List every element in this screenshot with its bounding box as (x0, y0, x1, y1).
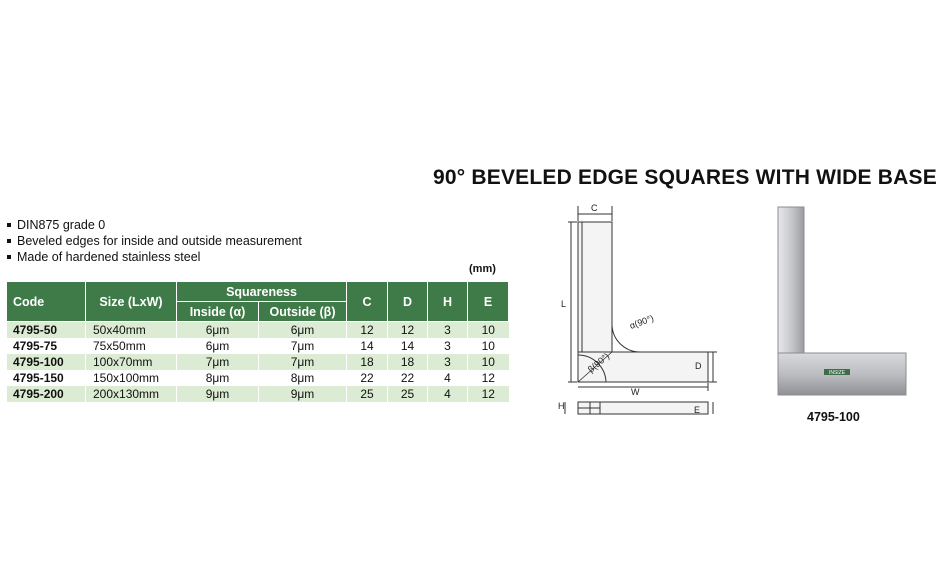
cell-code: 4795-150 (7, 370, 86, 386)
cell-code: 4795-200 (7, 386, 86, 402)
brand-logo-text: INSIZE (828, 370, 846, 376)
table-row (7, 338, 509, 354)
table-row (7, 322, 509, 339)
header-d: D (388, 282, 428, 322)
cell-h: 4 (428, 370, 468, 386)
header-outside: Outside (β) (259, 302, 347, 322)
cell-inside: 8μm (177, 370, 259, 386)
cell-outside: 8μm (259, 370, 347, 386)
cell-outside: 7μm (259, 338, 347, 354)
cell-c: 14 (347, 338, 388, 354)
cell-e: 10 (468, 322, 509, 339)
cell-d: 25 (388, 386, 428, 402)
cell-size: 150x100mm (86, 370, 177, 386)
cell-d: 12 (388, 322, 428, 339)
page-title: 90° BEVELED EDGE SQUARES WITH WIDE BASE (433, 166, 937, 189)
table-row (7, 354, 509, 370)
cell-code: 4795-75 (7, 338, 86, 354)
label-d: D (695, 361, 702, 371)
feature-item: Made of hardened stainless steel (6, 249, 302, 265)
header-inside: Inside (α) (177, 302, 259, 322)
cell-d: 22 (388, 370, 428, 386)
feature-item: DIN875 grade 0 (6, 217, 302, 233)
feature-list (6, 217, 302, 265)
cell-inside: 6μm (177, 338, 259, 354)
cell-e: 10 (468, 338, 509, 354)
label-h: H (558, 401, 565, 411)
product-photo (770, 205, 910, 400)
cell-code: 4795-100 (7, 354, 86, 370)
cell-size: 50x40mm (86, 322, 177, 339)
feature-item: Beveled edges for inside and outside measurement (6, 233, 302, 249)
cell-inside: 7μm (177, 354, 259, 370)
cell-h: 3 (428, 354, 468, 370)
header-c: C (347, 282, 388, 322)
cell-code: 4795-50 (7, 322, 86, 339)
technical-drawing (555, 195, 720, 435)
cell-outside: 9μm (259, 386, 347, 402)
table-row (7, 386, 509, 402)
cell-size: 100x70mm (86, 354, 177, 370)
cell-c: 18 (347, 354, 388, 370)
cell-e: 12 (468, 370, 509, 386)
photo-caption: 4795-100 (807, 410, 860, 424)
cell-outside: 7μm (259, 354, 347, 370)
label-w: W (631, 387, 640, 397)
cell-inside: 9μm (177, 386, 259, 402)
cell-inside: 6μm (177, 322, 259, 339)
unit-label: (mm) (469, 263, 496, 275)
cell-c: 22 (347, 370, 388, 386)
header-h: H (428, 282, 468, 322)
cell-e: 12 (468, 386, 509, 402)
cell-c: 12 (347, 322, 388, 339)
cell-h: 4 (428, 386, 468, 402)
header-e: E (468, 282, 509, 322)
label-beta: β(90°) (585, 350, 612, 375)
spec-table (6, 281, 509, 402)
cell-outside: 6μm (259, 322, 347, 339)
label-alpha: α(90°) (628, 312, 656, 331)
label-c: C (591, 203, 598, 213)
cell-d: 14 (388, 338, 428, 354)
cell-size: 200x130mm (86, 386, 177, 402)
cell-h: 3 (428, 322, 468, 339)
label-l: L (561, 299, 567, 309)
table-header-row (7, 282, 509, 302)
cell-e: 10 (468, 354, 509, 370)
header-size: Size (LxW) (86, 282, 177, 322)
cell-h: 3 (428, 338, 468, 354)
cell-size: 75x50mm (86, 338, 177, 354)
header-squareness: Squareness (177, 282, 347, 302)
table-row (7, 370, 509, 386)
cell-c: 25 (347, 386, 388, 402)
label-e: E (694, 405, 701, 415)
header-code: Code (7, 282, 86, 322)
cell-d: 18 (388, 354, 428, 370)
